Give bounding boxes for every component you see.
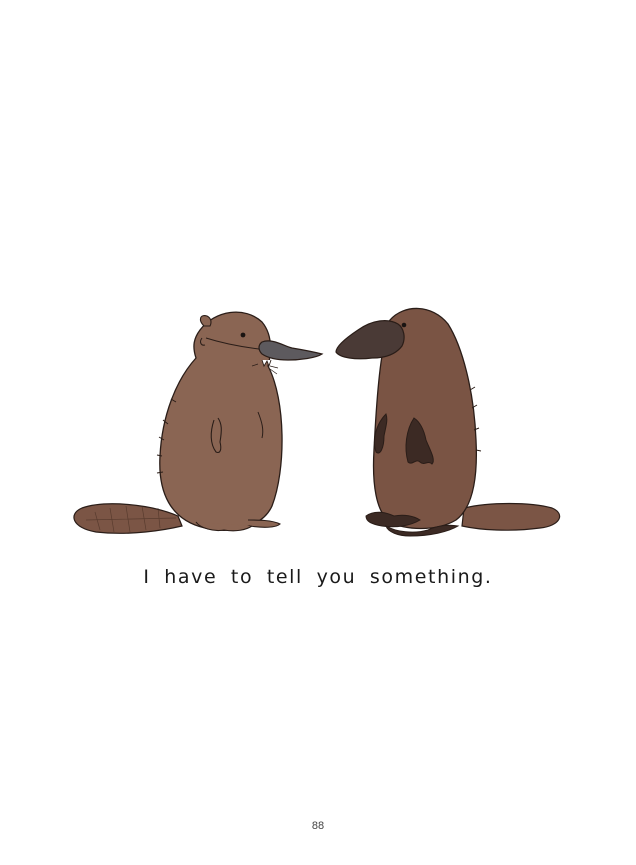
platypus-character [336, 308, 560, 536]
beaver-character [74, 312, 322, 533]
caption-text: I have to tell you something. [143, 566, 493, 588]
fake-bill [259, 341, 322, 360]
beaver-eye [241, 333, 246, 338]
platypus-tail [462, 504, 560, 531]
page-number: 88 [311, 820, 325, 832]
platypus-bill [336, 321, 404, 359]
illustration [0, 280, 636, 550]
platypus-eye [402, 323, 407, 328]
beaver-tail [74, 504, 182, 533]
beaver-ear [200, 316, 211, 326]
